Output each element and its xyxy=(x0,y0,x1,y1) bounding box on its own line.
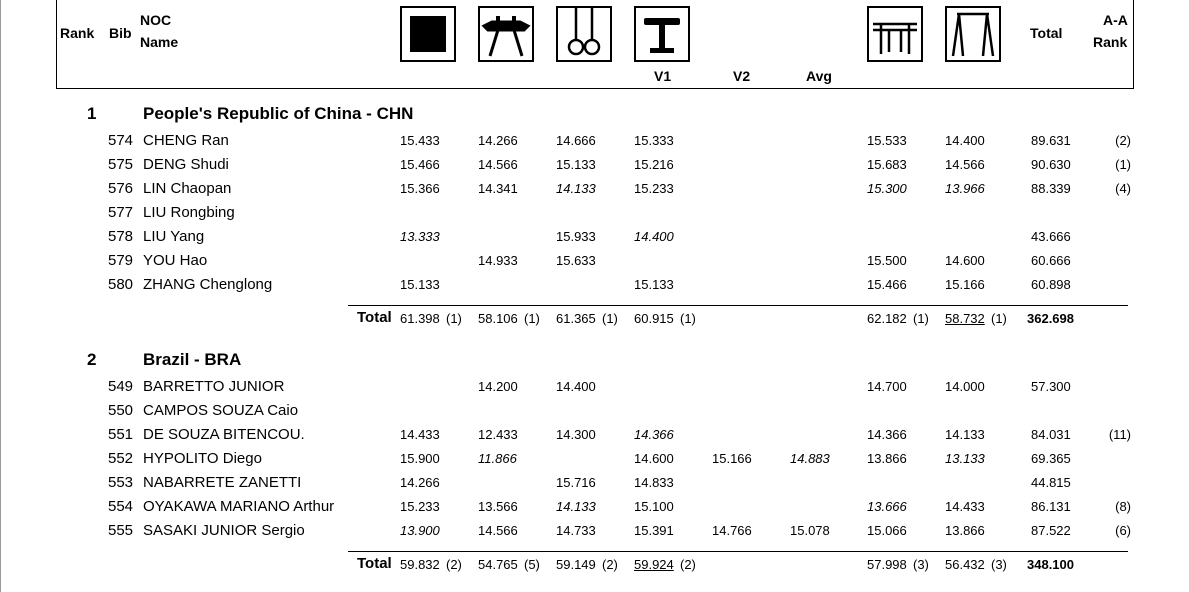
score-sr: 15.133 xyxy=(556,157,596,172)
bib-column-header: Bib xyxy=(109,25,132,41)
score-total: 69.365 xyxy=(1031,451,1071,466)
score-ph: 14.266 xyxy=(478,133,518,148)
team-total-v1-rank: (1) xyxy=(680,311,696,326)
score-v1: 15.333 xyxy=(634,133,674,148)
score-pb: 15.466 xyxy=(867,277,907,292)
aa-rank-header-line1: A-A xyxy=(1103,12,1128,28)
team-noc-name: Brazil - BRA xyxy=(143,350,242,369)
score-hb: 13.133 xyxy=(945,451,985,466)
score-hb: 14.600 xyxy=(945,253,985,268)
athlete-bib: 551 xyxy=(108,426,134,443)
score-hb: 14.400 xyxy=(945,133,985,148)
team-total-v1: 59.924 xyxy=(634,557,674,572)
team-total-sr: 61.365 xyxy=(556,311,596,326)
team-total-ph: 54.765 xyxy=(478,557,518,572)
score-total: 89.631 xyxy=(1031,133,1071,148)
team-total-hb-rank: (3) xyxy=(991,557,1007,572)
score-total: 84.031 xyxy=(1031,427,1071,442)
score-avg: 14.883 xyxy=(790,451,830,466)
team-rank: 1 xyxy=(87,104,97,123)
noc-column-header: NOC xyxy=(140,12,172,28)
team-total-ph-rank: (1) xyxy=(524,311,540,326)
score-ph: 14.566 xyxy=(478,523,518,538)
team-total-sr-rank: (1) xyxy=(602,311,618,326)
score-pb: 15.683 xyxy=(867,157,907,172)
team-total-hb-rank: (1) xyxy=(991,311,1007,326)
score-pb: 14.700 xyxy=(867,379,907,394)
score-v2: 15.166 xyxy=(712,451,752,466)
athlete-bib: 578 xyxy=(108,228,134,245)
team-rank: 2 xyxy=(87,350,97,369)
athlete-bib: 574 xyxy=(108,132,134,149)
floor-exercise-icon xyxy=(400,6,456,62)
team-total-pb-rank: (3) xyxy=(913,557,929,572)
score-sr: 15.933 xyxy=(556,229,596,244)
score-ph: 14.341 xyxy=(478,181,518,196)
team-total-ph-rank: (5) xyxy=(524,557,540,572)
team-total-fx-rank: (1) xyxy=(446,311,462,326)
score-v1: 15.100 xyxy=(634,499,674,514)
athlete-name: LIN Chaopan xyxy=(143,180,232,197)
score-total: 90.630 xyxy=(1031,157,1071,172)
score-sr: 14.733 xyxy=(556,523,596,538)
team-total-fx: 59.832 xyxy=(400,557,440,572)
score-hb: 13.866 xyxy=(945,523,985,538)
score-sr: 14.666 xyxy=(556,133,596,148)
athlete-bib: 575 xyxy=(108,156,134,173)
athlete-bib: 554 xyxy=(108,498,134,515)
score-hb: 14.566 xyxy=(945,157,985,172)
rank-column-header: Rank xyxy=(60,25,95,41)
team-total-fx-rank: (2) xyxy=(446,557,462,572)
vault-v2-header: V2 xyxy=(733,68,751,84)
pommel-horse-icon xyxy=(478,6,534,62)
aa-rank: (11) xyxy=(1108,427,1131,442)
athlete-name: LIU Yang xyxy=(143,228,205,245)
team-total-pb: 62.182 xyxy=(867,311,907,326)
athlete-name: BARRETTO JUNIOR xyxy=(143,378,285,395)
score-v1: 15.133 xyxy=(634,277,674,292)
score-fx: 15.366 xyxy=(400,181,440,196)
score-fx: 14.433 xyxy=(400,427,440,442)
team-total-fx: 61.398 xyxy=(400,311,440,326)
score-pb: 15.300 xyxy=(867,181,907,196)
athlete-name: YOU Hao xyxy=(143,252,208,269)
team-total-label: Total xyxy=(357,309,392,326)
athlete-name: OYAKAWA MARIANO Arthur xyxy=(143,498,335,515)
athlete-name: NABARRETE ZANETTI xyxy=(143,474,302,491)
score-ph: 14.200 xyxy=(478,379,518,394)
score-v1: 14.600 xyxy=(634,451,674,466)
athlete-bib: 579 xyxy=(108,252,134,269)
score-hb: 14.000 xyxy=(945,379,985,394)
vault-v1-header: V1 xyxy=(654,68,672,84)
team-total-hb: 58.732 xyxy=(945,311,985,326)
score-fx: 14.266 xyxy=(400,475,440,490)
team-total-label: Total xyxy=(357,555,392,572)
score-v2: 14.766 xyxy=(712,523,752,538)
score-total: 44.815 xyxy=(1031,475,1071,490)
team-grand-total: 348.100 xyxy=(1027,557,1074,572)
vault-icon xyxy=(634,6,690,62)
athlete-name: DENG Shudi xyxy=(143,156,229,173)
score-v1: 15.391 xyxy=(634,523,674,538)
rings-icon xyxy=(556,6,612,62)
athlete-bib: 553 xyxy=(108,474,134,491)
team-total-pb-rank: (1) xyxy=(913,311,929,326)
athlete-bib: 577 xyxy=(108,204,134,221)
aa-rank-header-line2: Rank xyxy=(1093,34,1128,50)
athlete-name: ZHANG Chenglong xyxy=(143,276,273,293)
score-avg: 15.078 xyxy=(790,523,830,538)
vault-avg-header: Avg xyxy=(806,68,832,84)
score-hb: 15.166 xyxy=(945,277,985,292)
athlete-bib: 576 xyxy=(108,180,134,197)
score-pb: 15.533 xyxy=(867,133,907,148)
team-total-ph: 58.106 xyxy=(478,311,518,326)
score-total: 86.131 xyxy=(1031,499,1071,514)
team-noc-name: People's Republic of China - CHN xyxy=(143,104,414,123)
score-v1: 14.366 xyxy=(634,427,674,442)
score-v1: 15.216 xyxy=(634,157,674,172)
score-total: 57.300 xyxy=(1031,379,1071,394)
athlete-name: CHENG Ran xyxy=(143,132,229,149)
score-total: 60.666 xyxy=(1031,253,1071,268)
score-total: 60.898 xyxy=(1031,277,1071,292)
score-fx: 13.333 xyxy=(400,229,440,244)
score-sr: 15.716 xyxy=(556,475,596,490)
aa-rank: (8) xyxy=(1115,499,1131,514)
score-ph: 12.433 xyxy=(478,427,518,442)
score-pb: 13.866 xyxy=(867,451,907,466)
score-fx: 15.466 xyxy=(400,157,440,172)
score-sr: 14.300 xyxy=(556,427,596,442)
score-sr: 14.133 xyxy=(556,499,596,514)
athlete-name: SASAKI JUNIOR Sergio xyxy=(143,522,305,539)
score-ph: 13.566 xyxy=(478,499,518,514)
athlete-bib: 552 xyxy=(108,450,134,467)
athlete-bib: 555 xyxy=(108,522,134,539)
score-fx: 15.900 xyxy=(400,451,440,466)
score-v1: 14.833 xyxy=(634,475,674,490)
score-pb: 14.366 xyxy=(867,427,907,442)
score-hb: 13.966 xyxy=(945,181,985,196)
athlete-bib: 580 xyxy=(108,276,134,293)
score-ph: 11.866 xyxy=(478,451,517,466)
score-fx: 15.133 xyxy=(400,277,440,292)
team-total-rule xyxy=(348,551,1128,552)
score-v1: 15.233 xyxy=(634,181,674,196)
team-total-v1-rank: (2) xyxy=(680,557,696,572)
team-total-pb: 57.998 xyxy=(867,557,907,572)
athlete-bib: 550 xyxy=(108,402,134,419)
score-sr: 15.633 xyxy=(556,253,596,268)
name-column-header: Name xyxy=(140,34,179,50)
aa-rank: (2) xyxy=(1115,133,1131,148)
score-total: 88.339 xyxy=(1031,181,1071,196)
score-ph: 14.566 xyxy=(478,157,518,172)
score-sr: 14.400 xyxy=(556,379,596,394)
score-total: 43.666 xyxy=(1031,229,1071,244)
score-ph: 14.933 xyxy=(478,253,518,268)
score-v1: 14.400 xyxy=(634,229,674,244)
score-hb: 14.133 xyxy=(945,427,985,442)
aa-rank: (4) xyxy=(1115,181,1131,196)
team-total-sr: 59.149 xyxy=(556,557,596,572)
score-fx: 13.900 xyxy=(400,523,440,538)
athlete-name: DE SOUZA BITENCOU. xyxy=(143,426,305,443)
team-total-v1: 60.915 xyxy=(634,311,674,326)
athlete-name: LIU Rongbing xyxy=(143,204,235,221)
score-pb: 15.500 xyxy=(867,253,907,268)
score-pb: 13.666 xyxy=(867,499,907,514)
score-total: 87.522 xyxy=(1031,523,1071,538)
horizontal-bar-icon xyxy=(945,6,1001,62)
parallel-bars-icon xyxy=(867,6,923,62)
team-total-rule xyxy=(348,305,1128,306)
team-grand-total: 362.698 xyxy=(1027,311,1074,326)
athlete-bib: 549 xyxy=(108,378,134,395)
aa-rank: (6) xyxy=(1115,523,1131,538)
athlete-name: HYPOLITO Diego xyxy=(143,450,262,467)
team-total-hb: 56.432 xyxy=(945,557,985,572)
score-sr: 14.133 xyxy=(556,181,596,196)
team-total-sr-rank: (2) xyxy=(602,557,618,572)
score-fx: 15.233 xyxy=(400,499,440,514)
athlete-name: CAMPOS SOUZA Caio xyxy=(143,402,299,419)
score-pb: 15.066 xyxy=(867,523,907,538)
aa-rank: (1) xyxy=(1115,157,1131,172)
total-column-header: Total xyxy=(1030,25,1063,41)
score-hb: 14.433 xyxy=(945,499,985,514)
score-fx: 15.433 xyxy=(400,133,440,148)
